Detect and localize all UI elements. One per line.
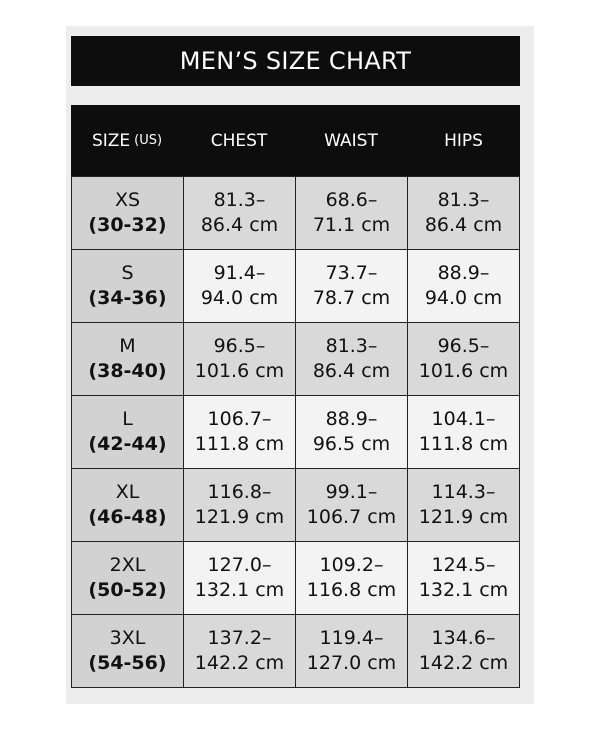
size-cell <box>71 542 183 614</box>
waist-min: 68.6– <box>325 189 378 211</box>
waist-cell <box>295 469 407 541</box>
chest-max: 86.4 cm <box>200 214 279 236</box>
size-cell <box>71 469 183 541</box>
hips-max: 101.6 cm <box>418 360 509 382</box>
size-range: (34-36) <box>88 287 167 309</box>
header-size <box>71 105 183 176</box>
waist-cell <box>295 177 407 249</box>
hips-cell <box>407 615 520 687</box>
chart-title-bar <box>71 36 520 86</box>
hips-cell <box>407 469 520 541</box>
waist-min: 81.3– <box>325 335 378 357</box>
hips-min: 88.9– <box>437 262 490 284</box>
chest-cell <box>183 396 295 468</box>
size-cell <box>71 177 183 249</box>
hips-max: 94.0 cm <box>424 287 503 309</box>
chart-title: MEN’S SIZE CHART <box>179 47 412 75</box>
table-row <box>71 468 520 541</box>
chest-cell <box>183 177 295 249</box>
size-range: (30-32) <box>88 214 167 236</box>
hips-cell <box>407 542 520 614</box>
hips-min: 81.3– <box>437 189 490 211</box>
table-body <box>71 176 520 688</box>
size-cell <box>71 615 183 687</box>
waist-min: 88.9– <box>325 408 378 430</box>
chest-max: 101.6 cm <box>194 360 285 382</box>
chest-max: 121.9 cm <box>194 506 285 528</box>
chest-cell <box>183 469 295 541</box>
chest-max: 94.0 cm <box>200 287 279 309</box>
waist-min: 99.1– <box>325 481 378 503</box>
waist-max: 96.5 cm <box>312 433 391 455</box>
size-cell <box>71 323 183 395</box>
hips-max: 132.1 cm <box>418 579 509 601</box>
size-chart-table <box>71 105 520 682</box>
hips-min: 134.6– <box>431 627 496 649</box>
chest-min: 96.5– <box>213 335 266 357</box>
waist-min: 119.4– <box>319 627 384 649</box>
hips-max: 121.9 cm <box>418 506 509 528</box>
header-chest: CHEST <box>210 130 268 151</box>
size-range: (54-56) <box>88 652 167 674</box>
chest-max: 111.8 cm <box>194 433 285 455</box>
chest-cell <box>183 323 295 395</box>
size-range: (50-52) <box>88 579 167 601</box>
header-waist: WAIST <box>324 130 378 151</box>
chest-max: 132.1 cm <box>194 579 285 601</box>
size-label: XL <box>115 481 140 503</box>
size-label: 3XL <box>109 627 146 649</box>
waist-cell <box>295 542 407 614</box>
hips-cell <box>407 396 520 468</box>
chest-min: 81.3– <box>213 189 266 211</box>
size-label: XS <box>114 189 141 211</box>
waist-cell <box>295 250 407 322</box>
hips-min: 104.1– <box>431 408 496 430</box>
chest-min: 137.2– <box>207 627 272 649</box>
table-row <box>71 395 520 468</box>
size-label: L <box>122 408 133 430</box>
hips-cell <box>407 323 520 395</box>
size-range: (42-44) <box>88 433 167 455</box>
table-row <box>71 249 520 322</box>
chest-min: 127.0– <box>207 554 272 576</box>
header-size-label: SIZE <box>91 130 131 151</box>
waist-min: 73.7– <box>325 262 378 284</box>
hips-max: 86.4 cm <box>424 214 503 236</box>
waist-min: 109.2– <box>319 554 384 576</box>
table-row <box>71 541 520 614</box>
header-hips: HIPS <box>444 130 483 151</box>
waist-cell <box>295 323 407 395</box>
chest-cell <box>183 615 295 687</box>
waist-max: 78.7 cm <box>312 287 391 309</box>
size-label: M <box>119 335 136 357</box>
hips-max: 111.8 cm <box>418 433 509 455</box>
hips-max: 142.2 cm <box>418 652 509 674</box>
hips-cell <box>407 250 520 322</box>
waist-max: 127.0 cm <box>306 652 397 674</box>
chest-cell <box>183 250 295 322</box>
table-row <box>71 614 520 688</box>
waist-max: 106.7 cm <box>306 506 397 528</box>
waist-cell <box>295 615 407 687</box>
chest-min: 106.7– <box>207 408 272 430</box>
size-cell <box>71 250 183 322</box>
chest-min: 116.8– <box>207 481 272 503</box>
chest-cell <box>183 542 295 614</box>
size-range: (38-40) <box>88 360 167 382</box>
size-cell <box>71 396 183 468</box>
waist-max: 116.8 cm <box>306 579 397 601</box>
size-range: (46-48) <box>88 506 167 528</box>
header-row <box>71 105 520 176</box>
hips-min: 96.5– <box>437 335 490 357</box>
size-label: 2XL <box>109 554 146 576</box>
table-row <box>71 322 520 395</box>
chest-max: 142.2 cm <box>194 652 285 674</box>
chest-min: 91.4– <box>213 262 266 284</box>
waist-cell <box>295 396 407 468</box>
header-size-unit: (US) <box>134 133 163 148</box>
hips-min: 114.3– <box>431 481 496 503</box>
waist-max: 86.4 cm <box>312 360 391 382</box>
size-label: S <box>121 262 134 284</box>
table-row <box>71 176 520 249</box>
waist-max: 71.1 cm <box>312 214 391 236</box>
hips-cell <box>407 177 520 249</box>
hips-min: 124.5– <box>431 554 496 576</box>
